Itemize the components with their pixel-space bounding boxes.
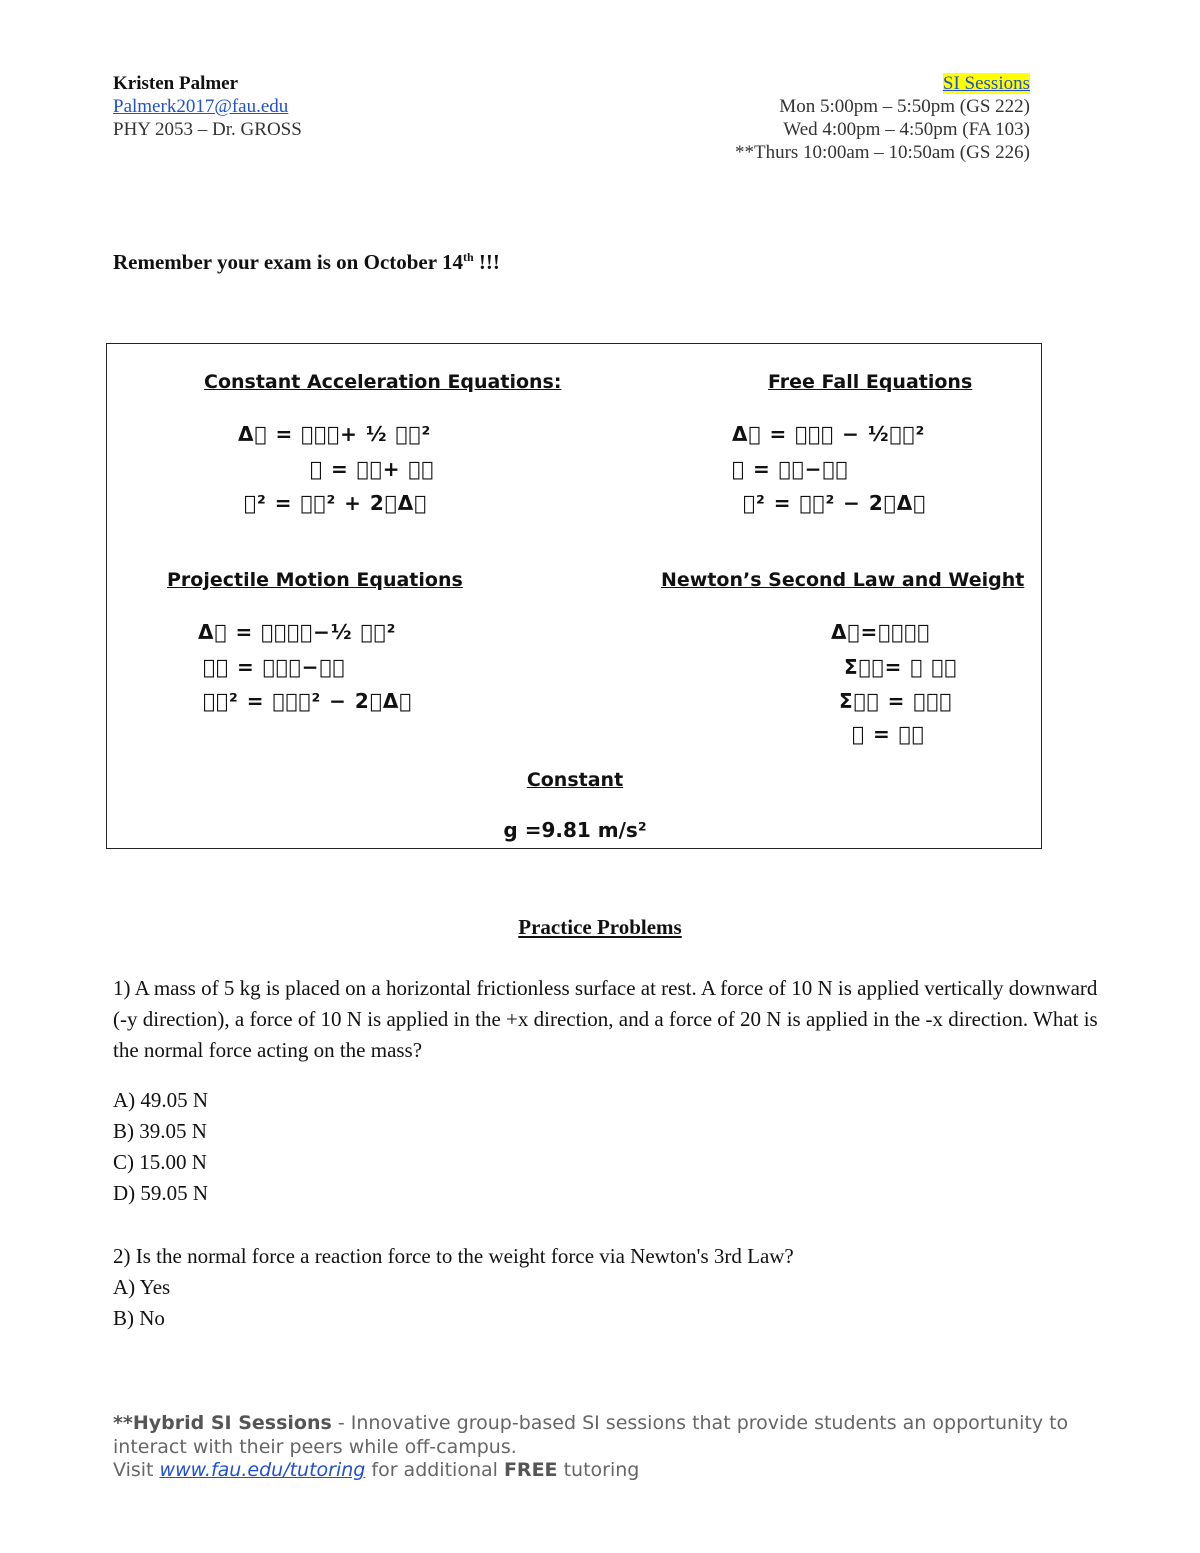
projectile-eq-3: 􏰁􏰇² = 􏰁􏰂􏰇² − 2􏰆Δ􏰅 [203, 689, 413, 713]
hybrid-si-description: - Innovative group-based SI sessions that provide students an opportunity to interact with their peers while off-campus. [113, 1412, 1069, 1458]
q2-option-a: A) Yes [113, 1275, 171, 1299]
course-label: PHY 2053 – Dr. GROSS [113, 119, 302, 140]
author-email-link[interactable]: Palmerk2017@fau.edu [113, 96, 289, 117]
header-left [113, 72, 302, 141]
footer-note: **Hybrid SI Sessions - Innovative group-based SI sessions that provide students an opportunity to interact with their peers while off-campus. Visit www.fau.edu/tutoring for additional FREE tutoring [113, 1412, 1069, 1481]
free-fall-eq-1: Δ􏰅 = 􏰁􏰂􏰃 − ½􏰆􏰃² [732, 422, 926, 446]
newton-eq-1: Δ􏰀=􏰁􏰂􏰈􏰃 [831, 620, 931, 644]
session-thurs: **Thurs 10:00am – 10:50am (GS 226) [734, 142, 1030, 163]
q1-option-b: B) 39.05 N [113, 1119, 207, 1143]
q1-option-c: C) 15.00 N [113, 1150, 207, 1174]
q2-option-b: B) No [113, 1306, 165, 1330]
newton-eq-3: Σ􏰉􏰇 = 􏰊􏰄􏰇 [839, 689, 953, 713]
free-fall-eq-2: 􏰁 = 􏰁􏰂−􏰆􏰃 [732, 457, 849, 481]
projectile-title: Projectile Motion Equations [167, 569, 463, 591]
free-fall-eq-3: 􏰁² = 􏰁􏰂² − 2􏰆Δ􏰅 [743, 491, 927, 515]
question-1-text: 1) A mass of 5 kg is placed on a horizontal frictionless surface at rest. A force of 10 N is applied vertically downward (-y direction), a force of 10 N is applied in the +x direction, and a force of 20 N is applied in the -x direction. What is the normal force acting on the mass? [113, 976, 1098, 1062]
si-sessions-title: SI Sessions [942, 73, 1030, 94]
projectile-eq-2: 􏰁􏰇 = 􏰁􏰂􏰇−􏰆􏰃 [203, 655, 346, 679]
const-accel-title: Constant Acceleration Equations: [204, 371, 562, 393]
free-fall-title: Free Fall Equations [768, 371, 973, 393]
exam-reminder: Remember your exam is on October 14th !!! [113, 250, 500, 274]
equation-box [106, 343, 1042, 849]
free-label: FREE [503, 1459, 558, 1481]
projectile-eq-1: Δ􏰅 = 􏰁􏰂􏰇􏰃−½ 􏰆􏰃² [198, 620, 397, 644]
const-accel-eq-3: 􏰁² = 􏰁􏰂² + 2􏰄Δ􏰀 [244, 491, 428, 515]
q1-option-d: D) 59.05 N [113, 1181, 209, 1205]
hybrid-si-label: **Hybrid SI Sessions [113, 1412, 332, 1434]
const-accel-eq-1: Δ􏰀 = 􏰁􏰂􏰃+ ½ 􏰄􏰃² [238, 422, 432, 446]
tutoring-link[interactable]: www.fau.edu/tutoring [159, 1459, 366, 1481]
author-name: Kristen Palmer [113, 73, 239, 94]
newton-eq-2: Σ􏰉􏰈= 􏰊 􏰄􏰈 [844, 655, 958, 679]
newton-eq-4: 􏰋 = 􏰊􏰆 [852, 722, 925, 746]
header-right [735, 72, 1030, 164]
session-mon: Mon 5:00pm – 5:50pm (GS 222) [779, 96, 1030, 117]
newton-title: Newton’s Second Law and Weight [661, 569, 1025, 591]
gravity-constant: g =9.81 m/s² [503, 818, 647, 842]
const-accel-eq-2: 􏰁 = 􏰁􏰂+ 􏰄􏰃 [310, 457, 435, 481]
practice-problems-title: Practice Problems [518, 915, 682, 939]
session-wed: Wed 4:00pm – 4:50pm (FA 103) [783, 119, 1030, 140]
reminder-superscript: th [462, 250, 474, 264]
q1-option-a: A) 49.05 N [113, 1088, 209, 1112]
constant-title: Constant [526, 769, 624, 791]
question-2-text: 2) Is the normal force a reaction force to the weight force via Newton's 3rd Law? [113, 1244, 794, 1268]
question-2 [113, 1241, 794, 1334]
question-1-options [113, 1085, 208, 1209]
